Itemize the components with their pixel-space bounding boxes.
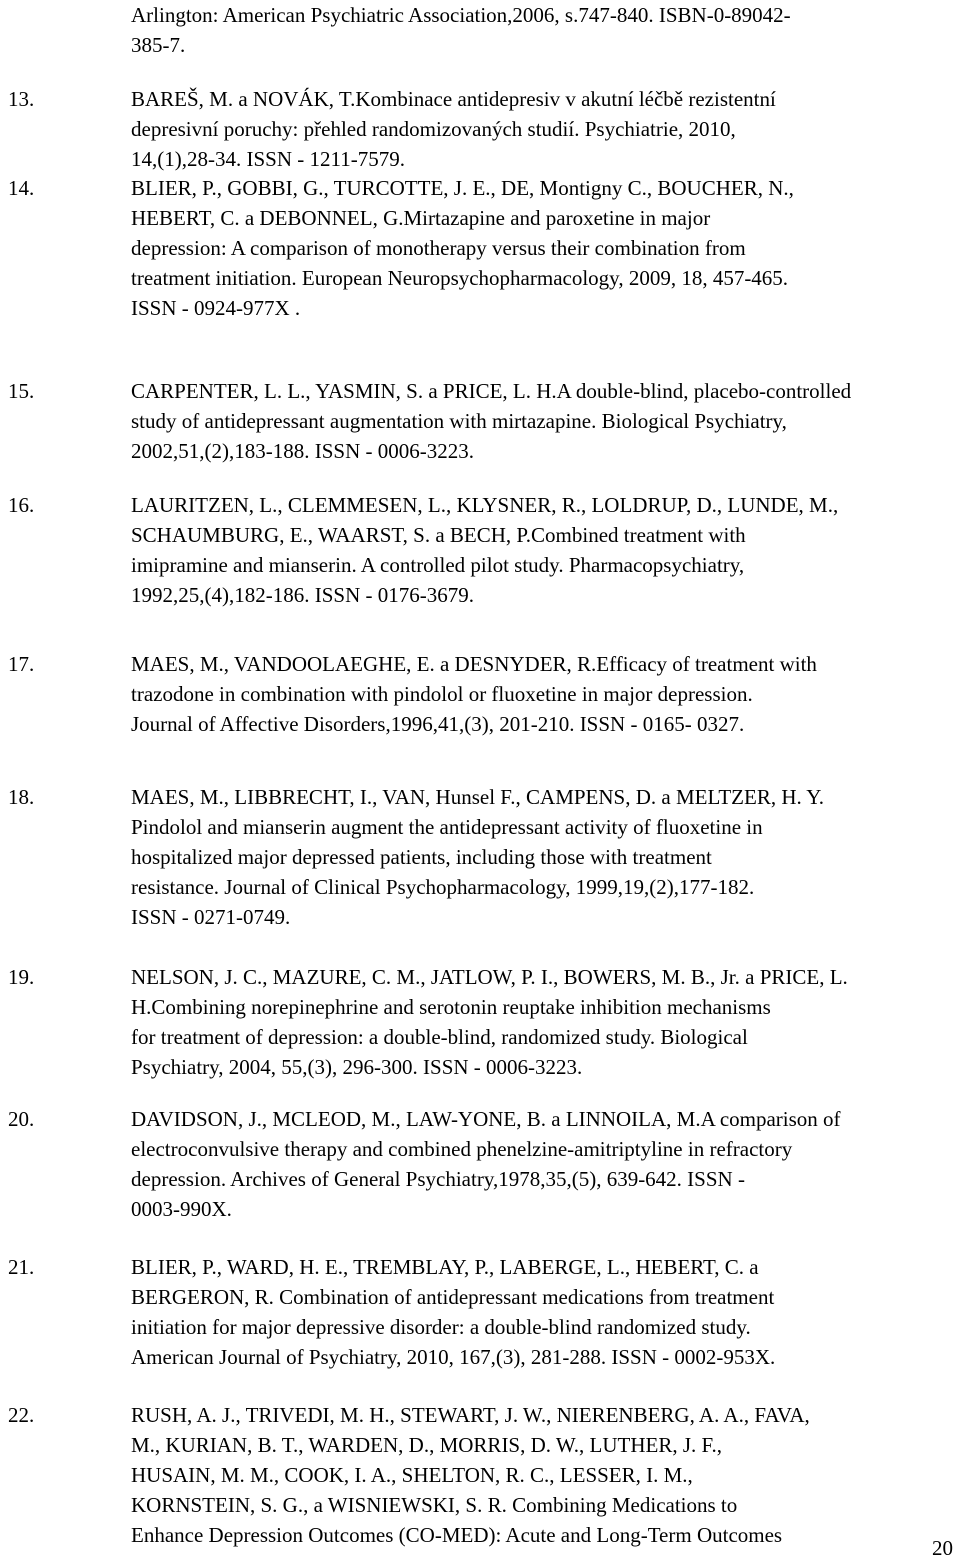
reference-line: HUSAIN, M. M., COOK, I. A., SHELTON, R. C., LESSER, I. M.,: [131, 1463, 693, 1487]
reference-line: LAURITZEN, L., CLEMMESEN, L., KLYSNER, R., LOLDRUP, D., LUNDE, M.,: [131, 493, 839, 517]
reference-number: 17.: [8, 652, 35, 676]
reference-text: [131, 376, 851, 466]
reference-number: 21.: [8, 1255, 35, 1279]
reference-line: H.Combining norepinephrine and serotonin reuptake inhibition mechanisms: [131, 995, 771, 1019]
reference-item: [0, 1104, 960, 1224]
reference-line: KORNSTEIN, S. G., a WISNIEWSKI, S. R. Combining Medications to: [131, 1493, 738, 1517]
reference-item: [0, 84, 960, 174]
reference-text: [131, 84, 776, 174]
reference-line: BLIER, P., WARD, H. E., TREMBLAY, P., LABERGE, L., HEBERT, C. a: [131, 1255, 759, 1279]
reference-item: [0, 376, 960, 466]
reference-line: 385-7.: [131, 33, 186, 57]
reference-item: [0, 1400, 960, 1550]
reference-line: for treatment of depression: a double-blind, randomized study. Biological: [131, 1025, 748, 1049]
reference-line: depresivní poruchy: přehled randomizovaných studií. Psychiatrie, 2010,: [131, 117, 736, 141]
reference-number: 15.: [8, 379, 35, 403]
reference-number: 13.: [8, 87, 35, 111]
reference-line: initiation for major depressive disorder: a double-blind randomized study.: [131, 1315, 751, 1339]
reference-text: [131, 782, 824, 932]
reference-item: [0, 649, 960, 739]
reference-item: [0, 0, 960, 60]
reference-item: [0, 490, 960, 610]
reference-line: electroconvulsive therapy and combined phenelzine-amitriptyline in refractory: [131, 1137, 793, 1161]
reference-line: 1992,25,(4),182-186. ISSN - 0176-3679.: [131, 583, 474, 607]
reference-line: MAES, M., VANDOOLAEGHE, E. a DESNYDER, R.Efficacy of treatment with: [131, 652, 817, 676]
page-number: 20: [932, 1536, 953, 1560]
reference-line: BAREŠ, M. a NOVÁK, T.Kombinace antidepresiv v akutní léčbě rezistentní: [131, 87, 776, 111]
reference-line: ISSN - 0924-977X .: [131, 296, 301, 320]
reference-line: BERGERON, R. Combination of antidepressant medications from treatment: [131, 1285, 775, 1309]
reference-line: ISSN - 0271-0749.: [131, 905, 291, 929]
reference-line: Psychiatry, 2004, 55,(3), 296-300. ISSN - 0006-3223.: [131, 1055, 583, 1079]
reference-line: resistance. Journal of Clinical Psychopharmacology, 1999,19,(2),177-182.: [131, 875, 755, 899]
reference-text: [131, 1104, 841, 1224]
reference-line: 0003-990X.: [131, 1197, 232, 1221]
reference-item: [0, 782, 960, 932]
reference-text: [131, 0, 791, 60]
reference-number: 16.: [8, 493, 35, 517]
reference-line: Pindolol and mianserin augment the antidepressant activity of fluoxetine in: [131, 815, 763, 839]
reference-line: study of antidepressant augmentation with mirtazapine. Biological Psychiatry,: [131, 409, 787, 433]
reference-line: RUSH, A. J., TRIVEDI, M. H., STEWART, J. W., NIERENBERG, A. A., FAVA,: [131, 1403, 810, 1427]
reference-line: treatment initiation. European Neuropsychopharmacology, 2009, 18, 457-465.: [131, 266, 789, 290]
reference-line: DAVIDSON, J., MCLEOD, M., LAW-YONE, B. a LINNOILA, M.A comparison of: [131, 1107, 841, 1131]
reference-number: 14.: [8, 176, 35, 200]
reference-line: HEBERT, C. a DEBONNEL, G.Mirtazapine and paroxetine in major: [131, 206, 711, 230]
reference-item: [0, 1252, 960, 1372]
reference-number: 20.: [8, 1107, 35, 1131]
reference-line: 2002,51,(2),183-188. ISSN - 0006-3223.: [131, 439, 474, 463]
reference-text: [131, 1252, 775, 1372]
reference-line: M., KURIAN, B. T., WARDEN, D., MORRIS, D. W., LUTHER, J. F.,: [131, 1433, 723, 1457]
reference-line: American Journal of Psychiatry, 2010, 167,(3), 281-288. ISSN - 0002-953X.: [131, 1345, 776, 1369]
reference-text: [131, 490, 838, 610]
reference-line: BLIER, P., GOBBI, G., TURCOTTE, J. E., DE, Montigny C., BOUCHER, N.,: [131, 176, 794, 200]
reference-text: [131, 649, 817, 739]
reference-line: trazodone in combination with pindolol or fluoxetine in major depression.: [131, 682, 753, 706]
reference-line: Journal of Affective Disorders,1996,41,(3), 201-210. ISSN - 0165- 0327.: [131, 712, 745, 736]
reference-number: 18.: [8, 785, 35, 809]
reference-line: NELSON, J. C., MAZURE, C. M., JATLOW, P. I., BOWERS, M. B., Jr. a PRICE, L.: [131, 965, 848, 989]
reference-text: [131, 1400, 810, 1550]
reference-line: Enhance Depression Outcomes (CO-MED): Acute and Long-Term Outcomes: [131, 1523, 783, 1547]
reference-text: [131, 962, 848, 1082]
reference-item: [0, 173, 960, 323]
reference-line: depression. Archives of General Psychiatry,1978,35,(5), 639-642. ISSN -: [131, 1167, 745, 1191]
reference-text: [131, 173, 794, 323]
reference-number: 22.: [8, 1403, 35, 1427]
reference-line: hospitalized major depressed patients, including those with treatment: [131, 845, 712, 869]
reference-line: Arlington: American Psychiatric Association,2006, s.747-840. ISBN-0-89042-: [131, 3, 791, 27]
reference-line: 14,(1),28-34. ISSN - 1211-7579.: [131, 147, 405, 171]
reference-line: CARPENTER, L. L., YASMIN, S. a PRICE, L. H.A double-blind, placebo-controlled: [131, 379, 852, 403]
reference-number: 19.: [8, 965, 35, 989]
reference-line: imipramine and mianserin. A controlled pilot study. Pharmacopsychiatry,: [131, 553, 745, 577]
reference-line: depression: A comparison of monotherapy versus their combination from: [131, 236, 746, 260]
reference-line: MAES, M., LIBBRECHT, I., VAN, Hunsel F., CAMPENS, D. a MELTZER, H. Y.: [131, 785, 824, 809]
reference-line: SCHAUMBURG, E., WAARST, S. a BECH, P.Combined treatment with: [131, 523, 746, 547]
reference-item: [0, 962, 960, 1082]
